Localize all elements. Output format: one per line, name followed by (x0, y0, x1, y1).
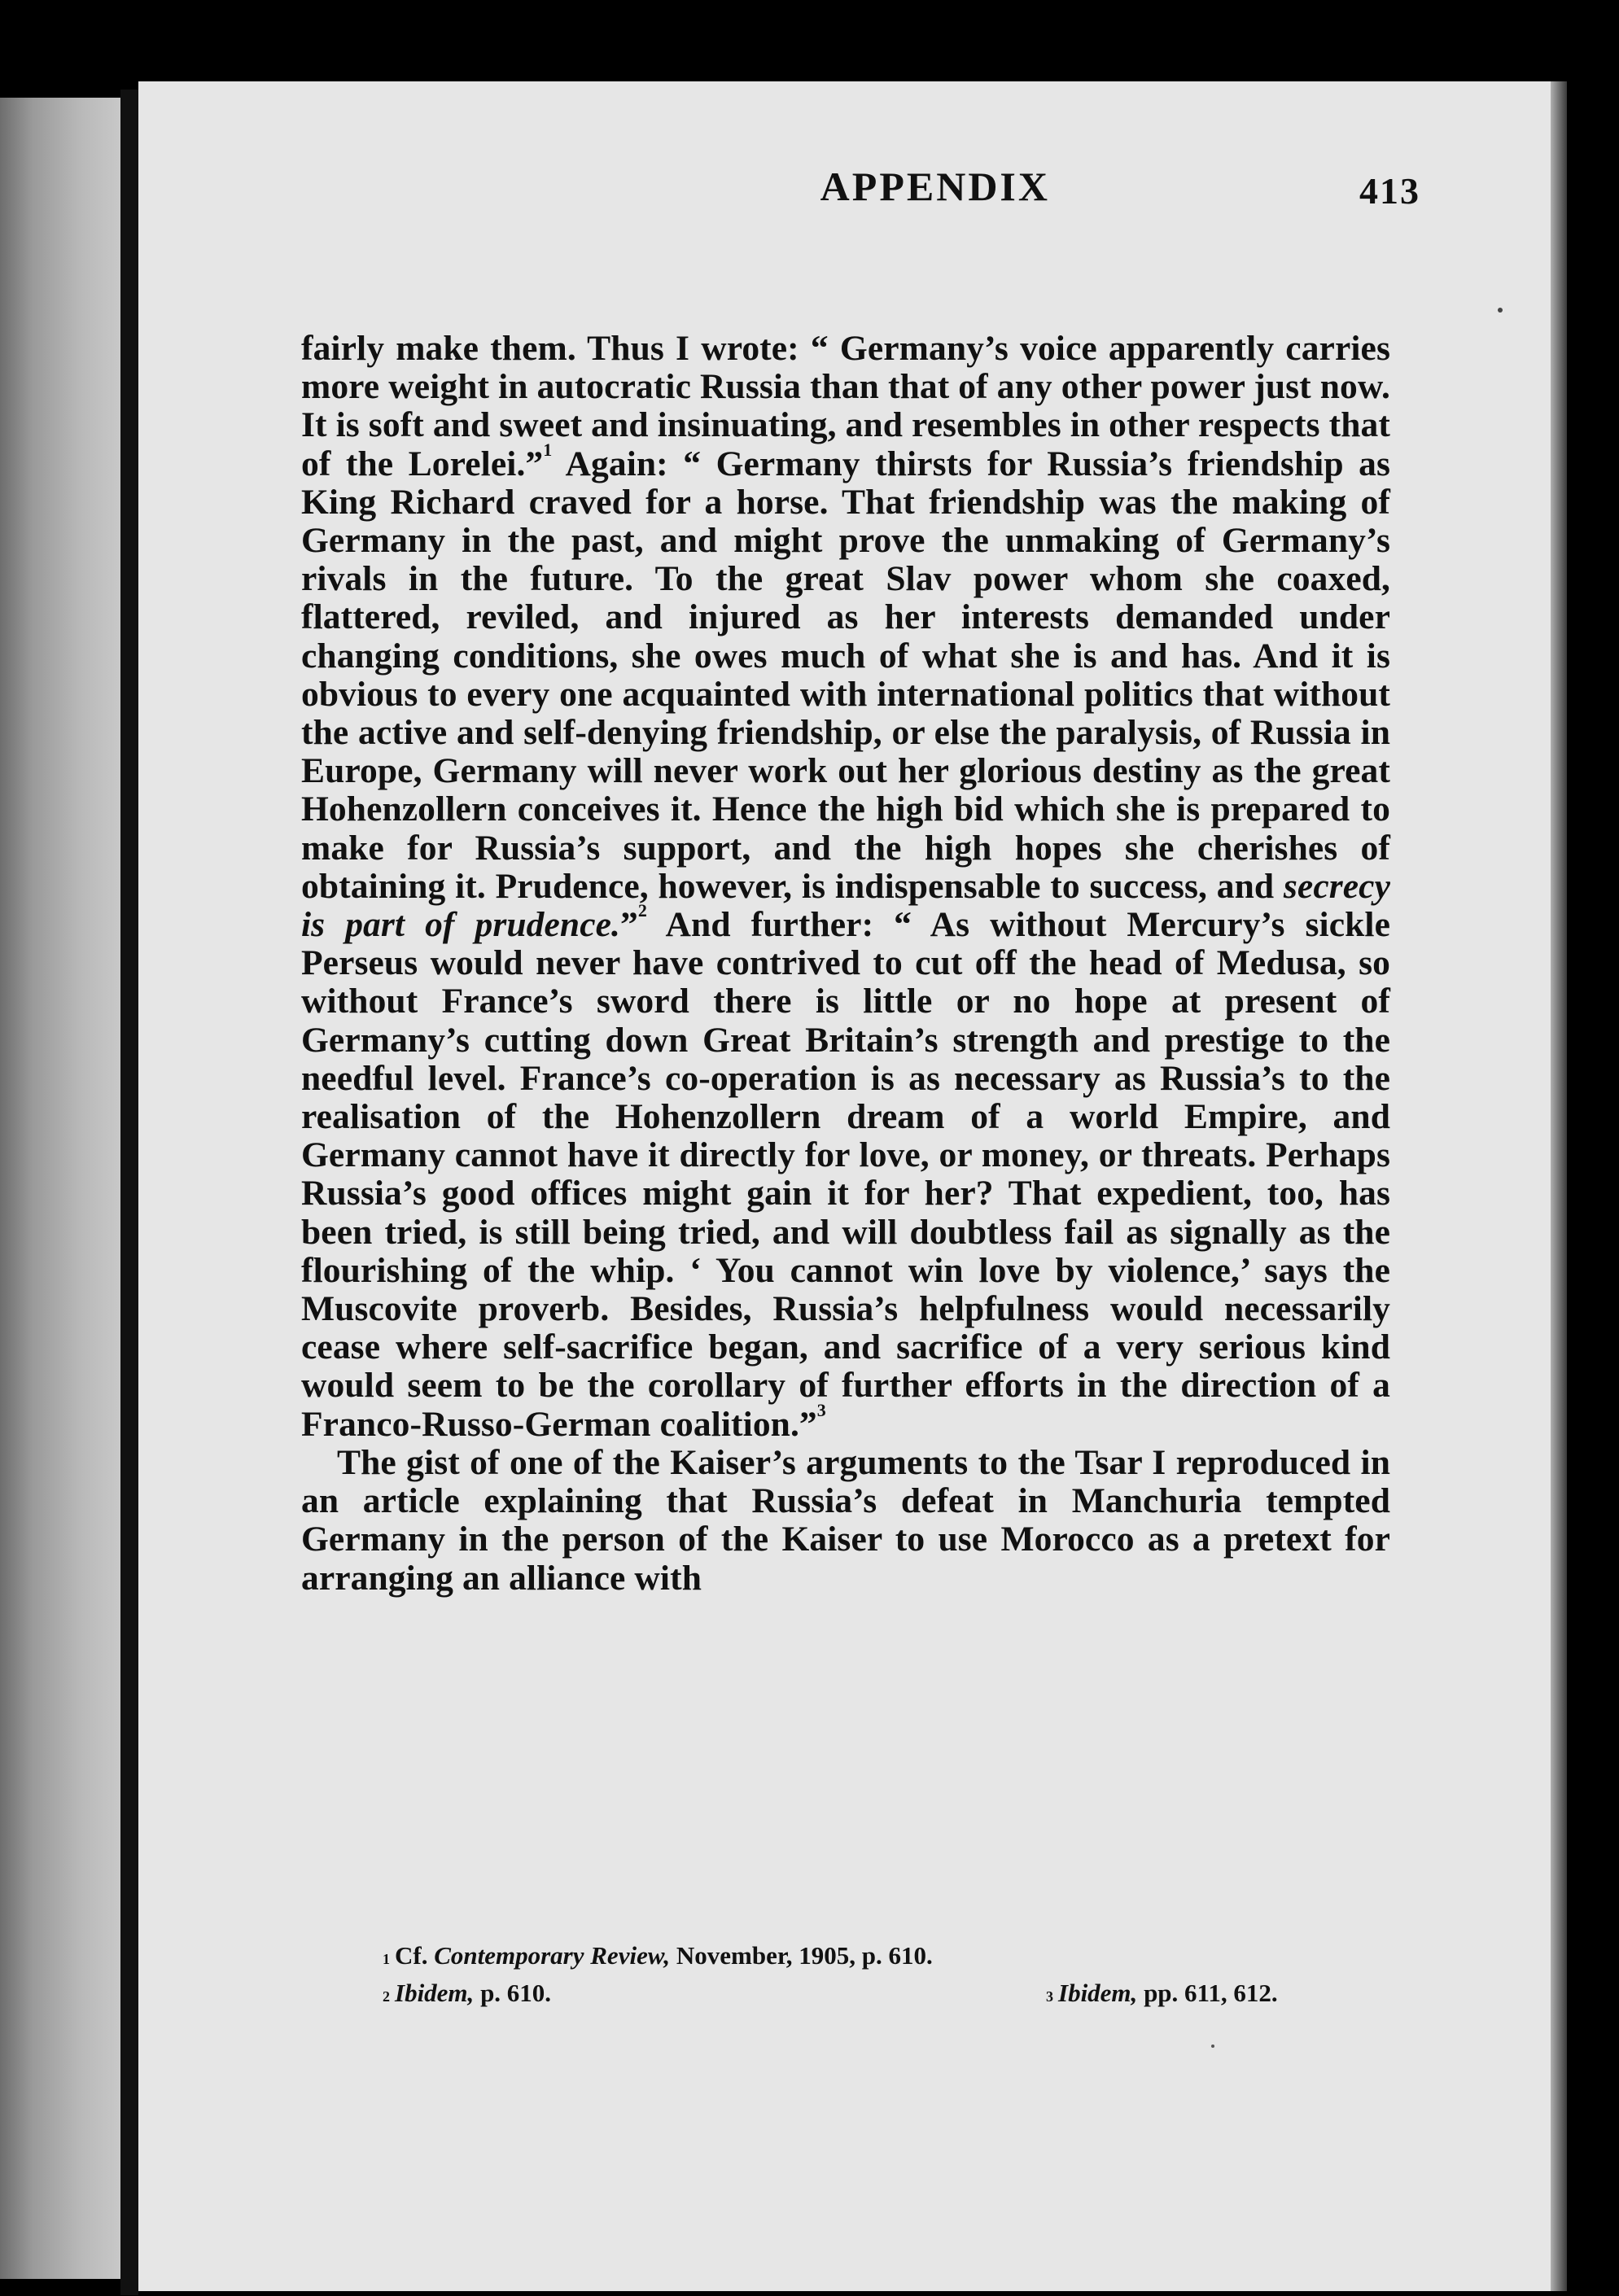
text-run: fairly make them. Thus I wrote: “ Germany’s voice apparently carries more weight in autocratic Russia than that of any other power just now. It is soft and sweet and insinuating, and resembles in other respects that of the Lorelei.” (301, 329, 1390, 483)
footnote-text: pp. 611, 612. (1137, 1979, 1278, 2007)
paragraph: The gist of one of the Kaiser’s arguments to the Tsar I reproduced in an article explaining that Russia’s defeat in Manchuria tempted Germany in the person of the Kaiser to use Morocco as a pretext for arranging an alliance with (301, 1442, 1390, 1598)
footnote-ref: 2 (637, 900, 647, 921)
footnote-ref: 1 (543, 439, 553, 460)
footnote-mark: 2 (383, 1988, 390, 2005)
footnote-3 (1046, 1975, 1278, 2012)
text-run: ” (620, 905, 638, 945)
footnote-mark: 3 (1046, 1988, 1053, 2005)
footnote-text: November, 1905, p. 610. (670, 1941, 933, 1970)
footnote-ref: 3 (816, 1399, 826, 1420)
footnote-2 (383, 1979, 551, 2007)
paragraph (301, 330, 1390, 1444)
footnote-text: p. 610. (474, 1979, 552, 2007)
text-run: And further: “ As without Mercury’s sickle Perseus would never have contrived to cut off the head of Medusa, so without France’s sword there is little or no hope at present of Germany’s cutting down Great Britain’s strength and prestige to the needful level. France’s co-operation is as necessary as Russia’s to the realisation of the Hohenzollern dream of a world Empire, and Germany cannot have it directly for love, or money, or threats. Perhaps Russia’s good offices might gain it for her? That expedient, too, has been tried, is still being tried, and will doubtless fail as signally as the flourishing of the whip. ‘ You cannot win love by violence,’ says the Muscovite proverb. Besides, Russia’s helpfulness would necessarily cease where self-sacrifice began, and sacrifice of a very serious kind would seem to be the corollary of further efforts in the direction of a Franco-Russo-German coalition.” (301, 905, 1390, 1444)
footnote-text: Cf. (395, 1941, 435, 1970)
facing-page-edge (0, 98, 120, 2279)
running-head-title: APPENDIX (820, 164, 1050, 209)
page-number: 413 (1359, 170, 1420, 212)
paper-speck (1211, 2045, 1214, 2048)
footnote-source-title: Ibidem, (395, 1979, 475, 2007)
footnotes (383, 1937, 1359, 2012)
book-gutter (120, 90, 138, 2295)
book-page (138, 81, 1551, 2291)
page-right-edge (1551, 81, 1567, 2291)
footnote-source-title: Ibidem, (1058, 1979, 1138, 2007)
footnote-1 (383, 1941, 933, 1970)
footnote-row (383, 1937, 1359, 1975)
footnote-row (383, 1975, 1359, 2012)
paper-speck (1498, 308, 1503, 313)
italic-phrase: secrecy is part of prudence. (301, 866, 1390, 945)
footnote-mark: 1 (383, 1951, 390, 1967)
text-run: Again: “ Germany thirsts for Russia’s friendship as King Richard craved for a horse. That friendship was the making of Germany in the past, and might prove the unmaking of Germany’s rivals in the future. To the great Slav power whom she coaxed, flattered, reviled, and injured as her interests demanded under changing conditions, she owes much of what she is and has. And it is obvious to every one acquainted with international politics that without the active and self-denying friendship, or else the paralysis, of Russia in Europe, Germany will never work out her glorious destiny as the great Hohenzollern conceives it. Hence the high bid which she is prepared to make for Russia’s support, and the high hopes she cherishes of obtaining it. Prudence, however, is indispensable to success, and (301, 444, 1390, 906)
footnote-source-title: Contemporary Review, (434, 1941, 671, 1970)
body-text (301, 330, 1390, 1598)
